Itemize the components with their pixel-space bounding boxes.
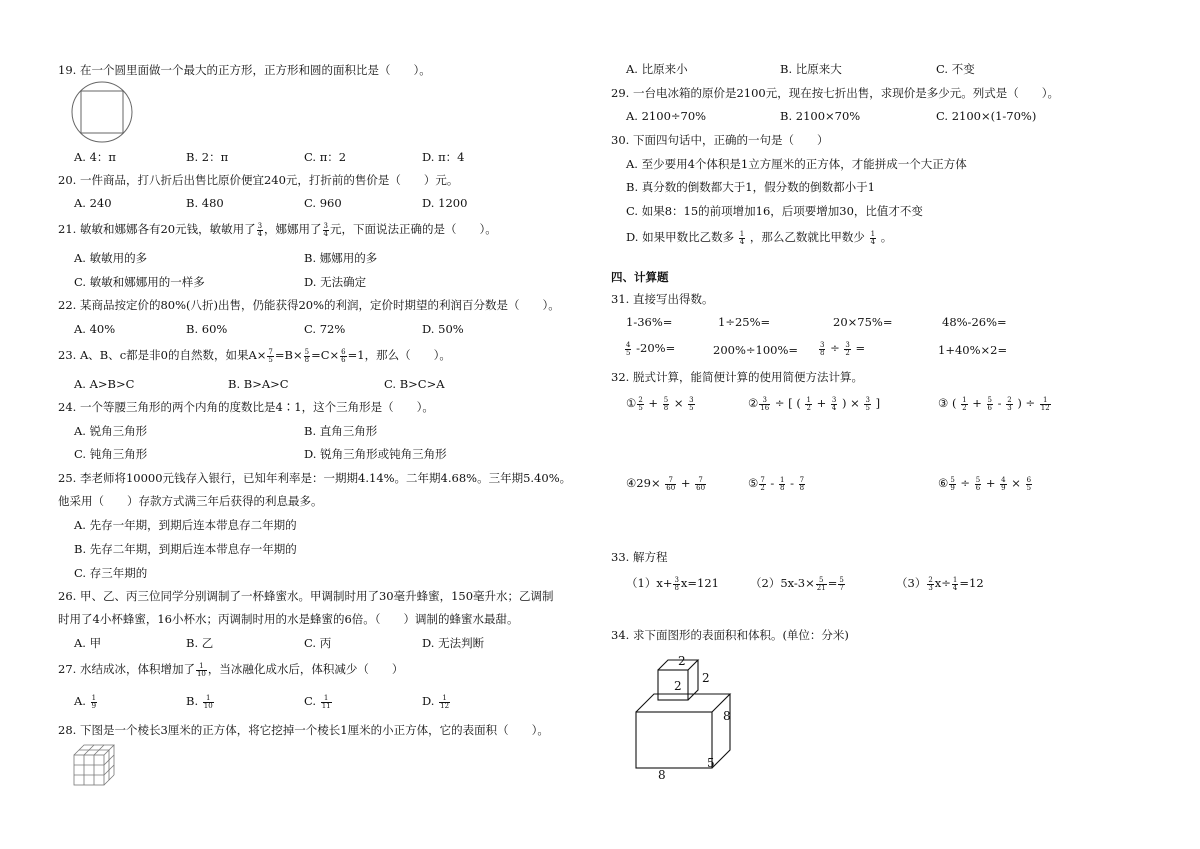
q26-option-c[interactable]: C. 丙 xyxy=(304,636,332,650)
q31-expr-5: $\frac{4}{5}$ -20%= xyxy=(626,340,676,357)
q21-option-b[interactable]: B. 娜娜用的多 xyxy=(304,251,378,265)
fraction: $\frac{6}{6}$ xyxy=(341,347,346,364)
q19-option-b[interactable]: B. 2：π xyxy=(186,150,229,164)
q28-stem: 28. 下图是一个棱长3厘米的正方体，将它挖掉一个棱长1厘米的小正方体，它的表面积（ ）。 xyxy=(58,723,549,737)
q24-option-b[interactable]: B. 直角三角形 xyxy=(304,424,378,438)
q22-option-d[interactable]: D. 50% xyxy=(422,322,464,336)
q32-expr-3: ③ ( $\frac{1}{2}$ + $\frac{5}{6}$ - $\frac{2}{3}$ ) ÷ $\frac{1}{12}$ xyxy=(938,395,1050,412)
fraction: $\frac{3}{4}$ xyxy=(323,221,329,238)
q20-stem: 20. 一件商品，打八折后出售比原价便宜240元，打折前的售价是（ ）元。 xyxy=(58,173,459,187)
q27-option-a[interactable]: A. $\frac{1}{9}$ xyxy=(74,693,97,710)
q23-option-a[interactable]: A. A>B>C xyxy=(74,377,135,391)
q27-option-c[interactable]: C. $\frac{1}{11}$ xyxy=(304,693,331,710)
q29-stem: 29. 一台电冰箱的原价是2100元，现在按七折出售，求现价是多少元。列式是（ ）。 xyxy=(611,86,1059,100)
q30-option-a[interactable]: A. 至少要用4个体积是1立方厘米的正方体，才能拼成一个大正方体 xyxy=(626,157,967,171)
q31-stem: 31. 直接写出得数。 xyxy=(611,292,714,306)
q27-option-d[interactable]: D. $\frac{1}{12}$ xyxy=(422,693,450,710)
q32-expr-2: ② $\frac{3}{16}$ ÷ [ ( $\frac{1}{2}$ + $\frac{3}{4}$ ) × $\frac{3}{5}$ ] xyxy=(748,395,881,412)
q26-stem-line2: 时用了4小杯蜂蜜，16小杯水；丙调制时用的水是蜂蜜的6倍。（ ）调制的蜂蜜水最甜。 xyxy=(58,612,519,626)
label-top-2: 2 xyxy=(678,654,686,668)
cube-grid-figure xyxy=(72,743,120,787)
q31-expr-1: 1-36%= xyxy=(626,315,673,329)
q27-stem: 27. 水结成冰，体积增加了 $\frac{1}{10}$ ，当冰融化成水后，体积减少（ ） xyxy=(58,661,404,678)
q25-option-c[interactable]: C. 存三年期的 xyxy=(74,566,148,580)
q31-expr-8: 1+40%×2= xyxy=(938,343,1008,357)
q32-stem: 32. 脱式计算，能简便计算的使用简便方法计算。 xyxy=(611,370,863,384)
q21-option-c[interactable]: C. 敏敏和娜娜用的一样多 xyxy=(74,275,205,289)
label-side-2: 2 xyxy=(702,671,710,685)
q29-option-b[interactable]: B. 2100×70% xyxy=(780,109,861,123)
section-title: 四、计算题 xyxy=(611,270,669,284)
q26-option-d[interactable]: D. 无法判断 xyxy=(422,636,485,650)
q23-option-b[interactable]: B. B>A>C xyxy=(228,377,289,391)
q34-stem: 34. 求下面图形的表面积和体积。(单位：分米) xyxy=(611,628,849,642)
q24-option-d[interactable]: D. 锐角三角形或钝角三角形 xyxy=(304,447,447,461)
fraction: $\frac{3}{4}$ xyxy=(257,221,263,238)
q30-option-b[interactable]: B. 真分数的倒数都大于1，假分数的倒数都小于1 xyxy=(626,180,875,194)
q28-option-b[interactable]: B. 比原来大 xyxy=(780,62,842,76)
q25-stem-line2: 他采用（ ）存款方式满三年后获得的利息最多。 xyxy=(58,494,323,508)
q24-option-a[interactable]: A. 锐角三角形 xyxy=(74,424,148,438)
q20-option-a[interactable]: A. 240 xyxy=(74,196,112,210)
q24-stem: 24. 一个等腰三角形的两个内角的度数比是4∶1，这个三角形是（ ）。 xyxy=(58,400,434,414)
q19-option-c[interactable]: C. π：2 xyxy=(304,150,347,164)
q24-option-c[interactable]: C. 钝角三角形 xyxy=(74,447,148,461)
q26-option-b[interactable]: B. 乙 xyxy=(186,636,214,650)
q29-option-c[interactable]: C. 2100×(1-70%) xyxy=(936,109,1037,123)
q30-option-d[interactable]: D. 如果甲数比乙数多 $\frac{1}{4}$ ，那么乙数就比甲数少 $\frac{1}{4}$ 。 xyxy=(626,229,893,246)
q30-option-c[interactable]: C. 如果8：15的前项增加16，后项要增加30，比值才不变 xyxy=(626,204,923,218)
q26-option-a[interactable]: A. 甲 xyxy=(74,636,102,650)
q32-expr-6: ⑥ $\frac{5}{9}$ ÷ $\frac{5}{6}$ + $\frac{4}{9}$ × $\frac{6}{5}$ xyxy=(938,475,1032,492)
q22-option-a[interactable]: A. 40% xyxy=(74,322,116,336)
q30-stem: 30. 下面四句话中，正确的一句是（ ） xyxy=(611,133,829,147)
q22-option-b[interactable]: B. 60% xyxy=(186,322,228,336)
label-front-2: 2 xyxy=(674,679,682,693)
q19-option-a[interactable]: A. 4：π xyxy=(74,150,116,164)
q19-stem: 19. 在一个圆里面做一个最大的正方形，正方形和圆的面积比是（ ）。 xyxy=(58,63,431,77)
q25-option-a[interactable]: A. 先存一年期，到期后连本带息存二年期的 xyxy=(74,518,297,532)
q29-option-a[interactable]: A. 2100÷70% xyxy=(626,109,707,123)
q28-option-c[interactable]: C. 不变 xyxy=(936,62,975,76)
fraction: $\frac{1}{10}$ xyxy=(196,661,206,678)
q19-option-d[interactable]: D. π：4 xyxy=(422,150,465,164)
q33-eq-2: （2）5x-3× $\frac{5}{21}$ = $\frac{5}{7}$ xyxy=(750,575,844,592)
q31-expr-4: 48%-26%= xyxy=(942,315,1007,329)
q23-option-c[interactable]: C. B>C>A xyxy=(384,377,445,391)
q21-option-a[interactable]: A. 敏敏用的多 xyxy=(74,251,148,265)
q22-option-c[interactable]: C. 72% xyxy=(304,322,346,336)
q32-expr-4: ④29× $\frac{7}{60}$ + $\frac{7}{60}$ xyxy=(626,475,706,492)
q21-stem: 21. 敏敏和娜娜各有20元钱，敏敏用了 $\frac{3}{4}$ ，娜娜用了 $\frac{3}{4}$ 元，下面说法正确的是（ ）。 xyxy=(58,221,497,238)
q26-stem-line1: 26. 甲、乙、丙三位同学分别调制了一杯蜂蜜水。甲调制时用了30毫升蜂蜜，150毫升水；乙调制 xyxy=(58,589,554,603)
q27-option-b[interactable]: B. $\frac{1}{10}$ xyxy=(186,693,213,710)
q33-stem: 33. 解方程 xyxy=(611,550,668,564)
q33-eq-3: （3） $\frac{2}{3}$ x÷ $\frac{1}{4}$ =12 xyxy=(896,575,984,592)
q32-expr-5: ⑤ $\frac{7}{2}$ - $\frac{1}{8}$ - $\frac{7}{8}$ xyxy=(748,475,805,492)
q20-option-d[interactable]: D. 1200 xyxy=(422,196,468,210)
q31-expr-2: 1÷25%= xyxy=(718,315,771,329)
q25-stem-line1: 25. 李老师将10000元钱存入银行，已知年利率是：一期期4.14%。二年期4.68%。三年期5.40%。 xyxy=(58,471,572,485)
label-height-8: 8 xyxy=(723,709,731,723)
q25-option-b[interactable]: B. 先存二年期，到期后连本带息存一年期的 xyxy=(74,542,297,556)
q33-eq-1: （1）x+ $\frac{3}{8}$ x=121 xyxy=(626,575,719,592)
fraction: $\frac{5}{8}$ xyxy=(304,347,310,364)
stacked-cuboid-figure xyxy=(630,652,750,782)
q31-expr-7: $\frac{3}{8}$ ÷ $\frac{3}{2}$ = xyxy=(820,340,866,357)
q31-expr-6: 200%÷100%= xyxy=(713,343,799,357)
q31-expr-3: 20×75%= xyxy=(833,315,893,329)
fraction: $\frac{7}{5}$ xyxy=(268,347,273,364)
label-width-8: 8 xyxy=(658,768,666,782)
q20-option-c[interactable]: C. 960 xyxy=(304,196,342,210)
q21-option-d[interactable]: D. 无法确定 xyxy=(304,275,367,289)
q23-stem: 23. A、B、c都是非0的自然数，如果A× $\frac{7}{5}$ =B× $\frac{5}{8}$ =C× $\frac{6}{6}$ =1，那么（ ）。 xyxy=(58,347,451,364)
label-depth-5: 5 xyxy=(707,756,715,770)
q28-option-a[interactable]: A. 比原来小 xyxy=(626,62,688,76)
q32-expr-1: ① $\frac{2}{5}$ + $\frac{5}{8}$ × $\frac{3}{5}$ xyxy=(626,395,694,412)
circle-square-figure xyxy=(70,80,134,144)
q22-stem: 22. 某商品按定价的80%(八折)出售，仍能获得20%的利润，定价时期望的利润百分数是（ ）。 xyxy=(58,298,560,312)
q20-option-b[interactable]: B. 480 xyxy=(186,196,224,210)
